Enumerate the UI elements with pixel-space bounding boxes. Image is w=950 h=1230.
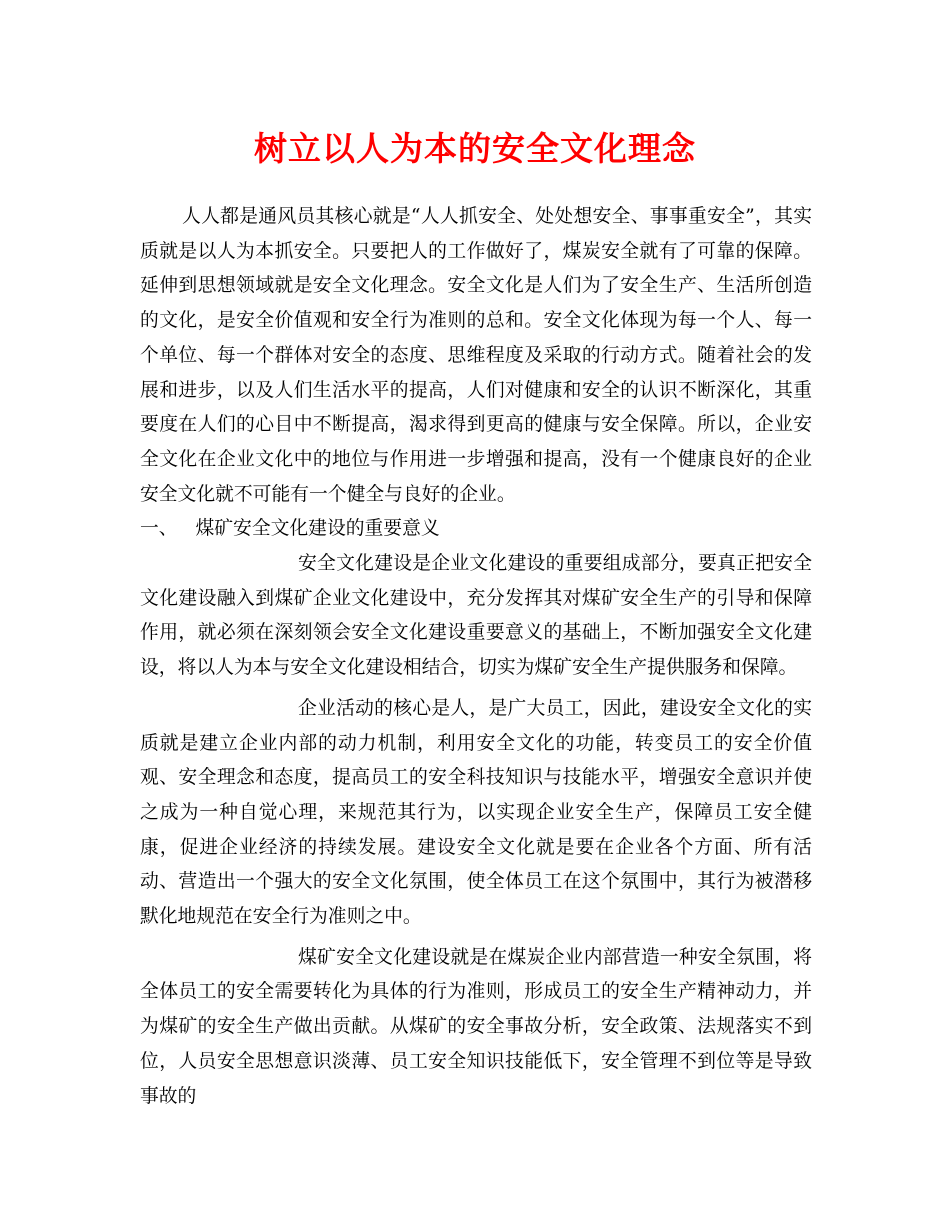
document-title: 树立以人为本的安全文化理念 (254, 129, 696, 168)
document-body (140, 200, 812, 1114)
paragraph-intro: 人人都是通风员其核心就是“人人抓安全、处处想安全、事事重安全”，其实质就是以人为本抓安全。只要把人的工作做好了，煤炭安全就有了可靠的保障。延伸到思想领域就是安全文化理念。安全文化是人们为了安全生产、生活所创造的文化，是安全价值观和安全行为准则的总和。安全文化体现为每一个人、每一个单位、每一个群体对安全的态度、思维程度及采取的行动方式。随着社会的发展和进步，以及人们生活水平的提高，人们对健康和安全的认识不断深化，其重要度在人们的心目中不断提高，渴求得到更高的健康与安全保障。所以，企业安全文化在企业文化中的地位与作用进一步增强和提高，没有一个健康良好的企业安全文化就不可能有一个健全与良好的企业。 (140, 206, 812, 505)
paragraph-coal-mine: 煤矿安全文化建设就是在煤炭企业内部营造一种安全氛围，将全体员工的安全需要转化为具体的行为准则，形成员工的安全生产精神动力，并为煤矿的安全生产做出贡献。从煤矿的安全事故分析，安全政策、法规落实不到位，人员安全思想意识淡薄、员工安全知识技能低下，安全管理不到位等是导致事故的 (140, 946, 812, 1107)
section-heading (140, 512, 812, 547)
section-number: 一、 (140, 518, 178, 540)
paragraph-core: 企业活动的核心是人，是广大员工，因此，建设安全文化的实质就是建立企业内部的动力机制，利用安全文化的功能，转变员工的安全价值观、安全理念和态度，提高员工的安全科技知识与技能水平，增强安全意识并使之成为一种自觉心理，来规范其行为，以实现企业安全生产，保障员工安全健康，促进企业经济的持续发展。建设安全文化就是要在企业各个方面、所有活动、营造出一个强大的安全文化氛围，使全体员工在这个氛围中，其行为被潜移默化地规范在安全行为准则之中。 (140, 697, 812, 928)
section-heading-text: 煤矿安全文化建设的重要意义 (195, 518, 440, 540)
paragraph-significance: 安全文化建设是企业文化建设的重要组成部分，要真正把安全文化建设融入到煤矿企业文化建设中，充分发挥其对煤矿安全生产的引导和保障作用，就必须在深刻领会安全文化建设重要意义的基础上，不断加强安全文化建设，将以人为本与安全文化建设相结合，切实为煤矿安全生产提供服务和保障。 (140, 553, 812, 679)
